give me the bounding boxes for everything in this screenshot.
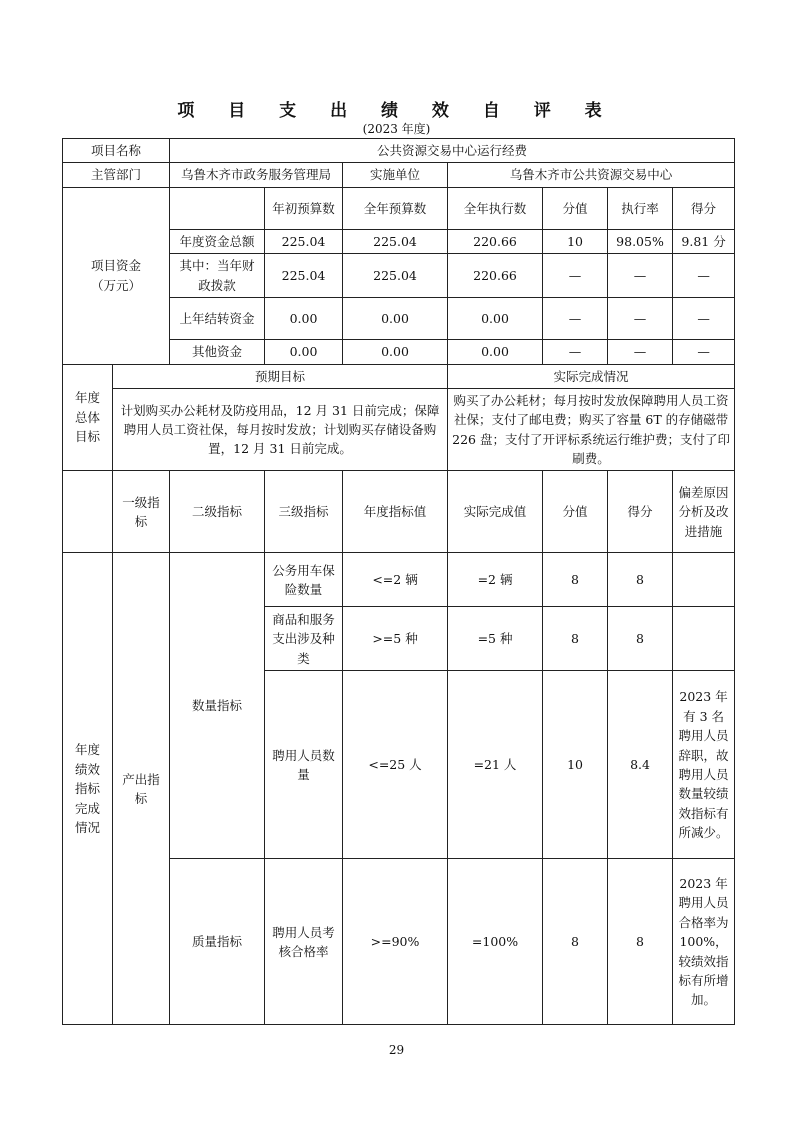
indicator-score: 8 xyxy=(608,607,673,671)
funds-rate: — xyxy=(608,298,673,340)
level1-indicator: 产出指标 xyxy=(113,553,170,1025)
level3-indicator: 公务用车保险数量 xyxy=(265,553,343,607)
impl-label: 实施单位 xyxy=(343,163,448,187)
indicator-actual: =2 辆 xyxy=(448,553,543,607)
funds-score: — xyxy=(673,298,735,340)
funds-annual: 0.00 xyxy=(343,298,448,340)
funds-executed: 220.66 xyxy=(448,254,543,298)
indicator-header: 偏差原因分析及改进措施 xyxy=(673,471,735,553)
indicator-target: >=90% xyxy=(343,859,448,1025)
funds-score-value: — xyxy=(543,298,608,340)
funds-initial: 225.04 xyxy=(265,254,343,298)
indicator-header: 年度指标值 xyxy=(343,471,448,553)
indicator-note: 2023 年有 3 名聘用人员辞职，故聘用人员数量较绩效指标有所减少。 xyxy=(673,671,735,859)
indicator-actual: =100% xyxy=(448,859,543,1025)
dept-value: 乌鲁木齐市政务服务管理局 xyxy=(170,163,343,187)
indicator-score: 8 xyxy=(608,553,673,607)
indicator-row xyxy=(63,553,735,607)
indicator-header: 三级指标 xyxy=(265,471,343,553)
funds-score-value: — xyxy=(543,254,608,298)
funds-annual: 225.04 xyxy=(343,254,448,298)
funds-header: 执行率 xyxy=(608,187,673,229)
page-number: 29 xyxy=(388,1043,405,1057)
indicator-header: 得分 xyxy=(608,471,673,553)
funds-annual: 0.00 xyxy=(343,340,448,364)
indicator-note xyxy=(673,553,735,607)
goals-label: 年度 总体 目标 xyxy=(63,364,113,471)
self-evaluation-table xyxy=(62,138,735,1025)
indicators-section-label: 年度 绩效 指标 完成 情况 xyxy=(63,553,113,1025)
indicator-score-value: 8 xyxy=(543,859,608,1025)
indicator-header-blank xyxy=(63,471,113,553)
actual-result-header: 实际完成情况 xyxy=(448,364,735,388)
indicator-header: 一级指标 xyxy=(113,471,170,553)
funds-row-name: 其中：当年财政拨款 xyxy=(170,254,265,298)
level3-indicator: 聘用人员考核合格率 xyxy=(265,859,343,1025)
indicator-header: 实际完成值 xyxy=(448,471,543,553)
indicator-score: 8 xyxy=(608,859,673,1025)
indicator-header: 分值 xyxy=(543,471,608,553)
indicator-score-value: 8 xyxy=(543,607,608,671)
funds-header: 全年执行数 xyxy=(448,187,543,229)
expected-goal-header: 预期目标 xyxy=(113,364,448,388)
indicator-score-value: 10 xyxy=(543,671,608,859)
year-subtitle: (2023 年度) xyxy=(362,122,431,136)
funds-score: — xyxy=(673,340,735,364)
page-title: 项 目 支 出 绩 效 自 评 表 xyxy=(177,101,616,121)
indicator-score: 8.4 xyxy=(608,671,673,859)
level3-indicator: 聘用人员数量 xyxy=(265,671,343,859)
funds-score: 9.81 分 xyxy=(673,229,735,253)
funds-annual: 225.04 xyxy=(343,229,448,253)
indicator-actual: =21 人 xyxy=(448,671,543,859)
funds-executed: 220.66 xyxy=(448,229,543,253)
funds-header: 得分 xyxy=(673,187,735,229)
funds-score: — xyxy=(673,254,735,298)
level2-indicator: 数量指标 xyxy=(170,553,265,859)
indicator-target: <=25 人 xyxy=(343,671,448,859)
level2-indicator: 质量指标 xyxy=(170,859,265,1025)
funds-header: 年初预算数 xyxy=(265,187,343,229)
funds-label: 项目资金 （万元） xyxy=(63,187,170,364)
funds-score-value: 10 xyxy=(543,229,608,253)
indicator-actual: =5 种 xyxy=(448,607,543,671)
funds-row-name: 其他资金 xyxy=(170,340,265,364)
funds-header: 全年预算数 xyxy=(343,187,448,229)
indicator-note: 2023 年聘用人员合格率为 100%，较绩效指标有所增加。 xyxy=(673,859,735,1025)
dept-label: 主管部门 xyxy=(63,163,170,187)
funds-row-name: 上年结转资金 xyxy=(170,298,265,340)
funds-initial: 0.00 xyxy=(265,340,343,364)
funds-initial: 0.00 xyxy=(265,298,343,340)
funds-header-blank xyxy=(170,187,265,229)
funds-executed: 0.00 xyxy=(448,298,543,340)
impl-value: 乌鲁木齐市公共资源交易中心 xyxy=(448,163,735,187)
indicator-header: 二级指标 xyxy=(170,471,265,553)
expected-goal-text: 计划购买办公耗材及防疫用品，12 月 31 日前完成；保障聘用人员工资社保，每月按时发放；计划购买存储设备购置，12 月 31 日前完成。 xyxy=(113,388,448,471)
level3-indicator: 商品和服务支出涉及种类 xyxy=(265,607,343,671)
project-name-value: 公共资源交易中心运行经费 xyxy=(170,139,735,163)
funds-rate: — xyxy=(608,340,673,364)
indicator-note xyxy=(673,607,735,671)
funds-row-name: 年度资金总额 xyxy=(170,229,265,253)
indicator-target: <=2 辆 xyxy=(343,553,448,607)
indicator-score-value: 8 xyxy=(543,553,608,607)
indicator-target: >=5 种 xyxy=(343,607,448,671)
funds-score-value: — xyxy=(543,340,608,364)
actual-result-text: 购买了办公耗材；每月按时发放保障聘用人员工资社保；支付了邮电费；购买了容量 6T 的存储磁带 226 盘；支付了开评标系统运行维护费；支付了印刷费。 xyxy=(448,388,735,471)
funds-initial: 225.04 xyxy=(265,229,343,253)
funds-rate: — xyxy=(608,254,673,298)
funds-header: 分值 xyxy=(543,187,608,229)
project-name-label: 项目名称 xyxy=(63,139,170,163)
funds-executed: 0.00 xyxy=(448,340,543,364)
funds-rate: 98.05% xyxy=(608,229,673,253)
